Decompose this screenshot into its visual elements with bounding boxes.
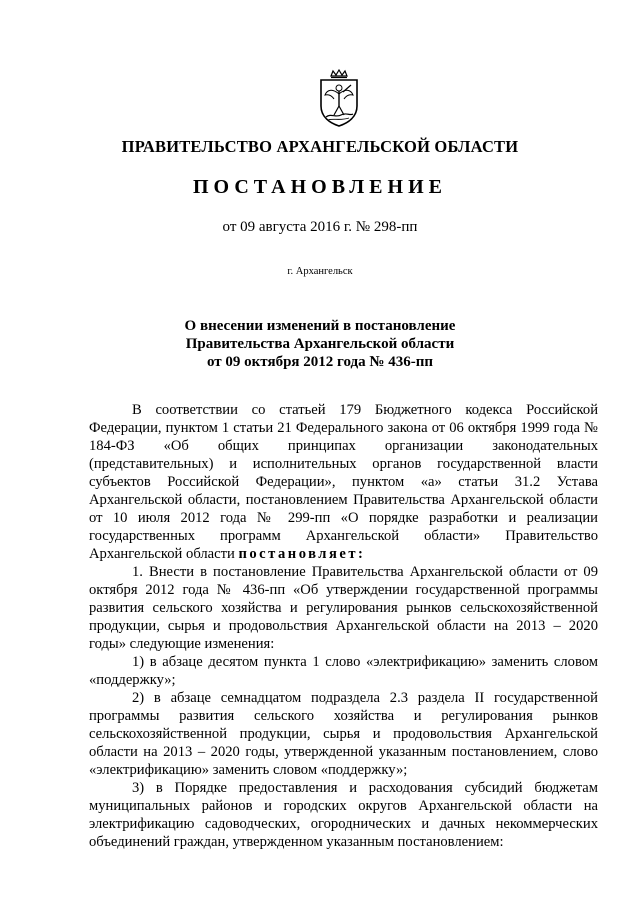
subject-line: О внесении изменений в постановление	[184, 318, 456, 334]
paragraph-preamble	[89, 401, 598, 563]
government-title: ПРАВИТЕЛЬСТВО АРХАНГЕЛЬСКОЙ ОБЛАСТИ	[121, 137, 519, 156]
paragraph-subitem-1: 1) в абзаце десятом пункта 1 слово «электрификацию» заменить словом «поддержку»;	[89, 654, 598, 688]
paragraph-item-1: 1. Внести в постановление Правительства Архангельской области от 09 октября 2012 года № 436-пп «Об утверждении государственной программы развития сельского хозяйства и регулирования рынков сельскохозяйственной продукции, сырья и продовольствия Архангельской области на 2013 – 2020 годы» следующие изменения:	[89, 564, 598, 652]
document-city: г. Архангельск	[287, 266, 353, 277]
coat-of-arms-icon	[316, 68, 362, 128]
document-type: ПОСТАНОВЛЕНИЕ	[193, 176, 447, 198]
resolves-keyword: постановляет:	[238, 546, 366, 562]
subject-line: от 09 октября 2012 года № 436-пп	[206, 354, 433, 370]
paragraph-subitem-2: 2) в абзаце семнадцатом подраздела 2.3 раздела II государственной программы развития сельского хозяйства и регулирования рынков сельскохозяйственной продукции, сырья и продовольствия Архангельской области на 2013 – 2020 годы, утвержденной указанным постановлением, слово «электрификацию» заменить словом «поддержку»;	[89, 690, 598, 778]
subject-line: Правительства Архангельской области	[185, 336, 455, 352]
document-date-number: от 09 августа 2016 г. № 298-пп	[222, 219, 418, 235]
document-subject	[0, 317, 640, 371]
document-body	[89, 401, 598, 851]
preamble-text: В соответствии со статьей 179 Бюджетного кодекса Российской Федерации, пунктом 1 статьи 21 Федерального закона от 06 октября 1999 года № 184-ФЗ «Об общих принципах организации законодательных (представительных) и исполнительных органов государственной власти субъектов Российской Федерации», пунктом «а» статьи 31.2 Устава Архангельской области, постановлением Правительства Архангельской области от 10 июля 2012 года № 299-пп «О порядке разработки и реализации государственных программ Архангельской области» Правительство Архангельской области	[89, 402, 598, 562]
paragraph-subitem-3: 3) в Порядке предоставления и расходования субсидий бюджетам муниципальных районов и городских округов Архангельской области на электрификацию садоводческих, огороднических и дачных некоммерческих объединений граждан, утвержденном указанным постановлением:	[89, 780, 598, 850]
